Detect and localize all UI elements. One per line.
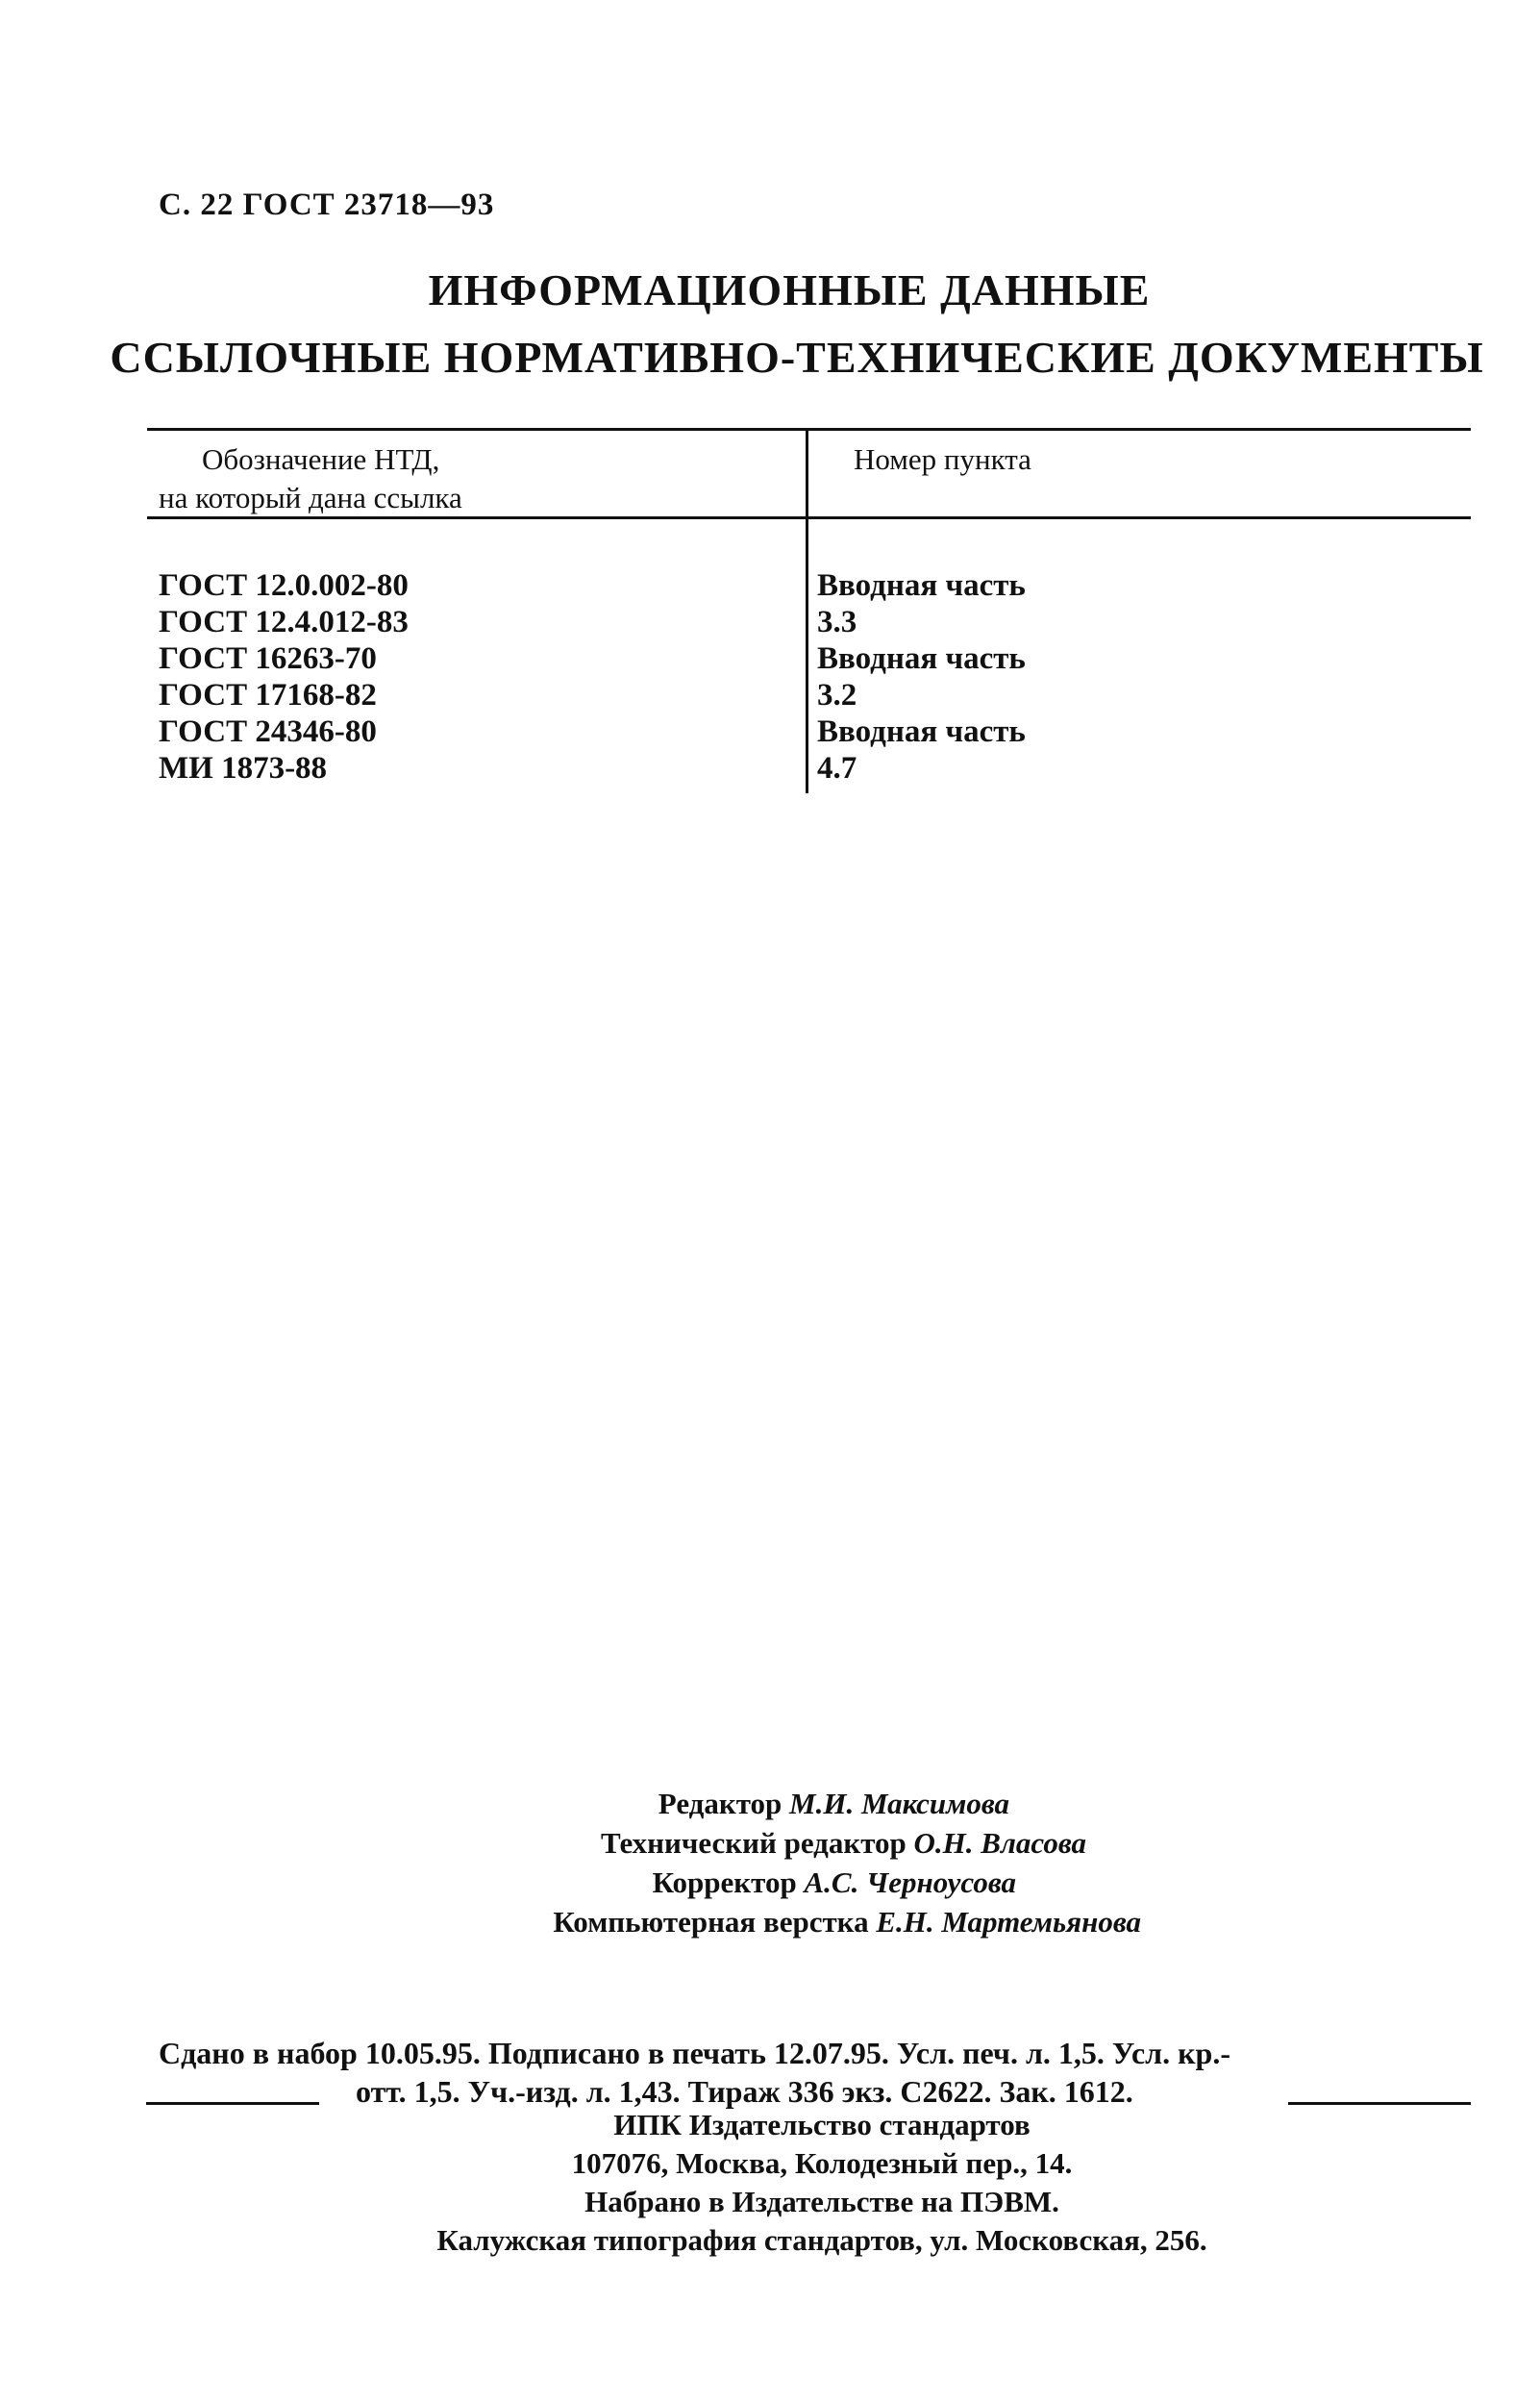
imprint-rule-long bbox=[1288, 2102, 1471, 2105]
table-cell-doc: ГОСТ 12.4.012-83 bbox=[159, 605, 409, 639]
credit-person: О.Н. Власова bbox=[913, 1826, 1086, 1860]
credit-person: Е.Н. Мартемьянова bbox=[876, 1905, 1141, 1939]
imprint-rule-short bbox=[146, 2102, 319, 2105]
credit-role: Технический редактор bbox=[601, 1826, 907, 1860]
title-information-data: ИНФОРМАЦИОННЫЕ ДАННЫЕ bbox=[428, 265, 1151, 314]
credit-editor bbox=[0, 1784, 1009, 1823]
credit-person: А.С. Черноусова bbox=[804, 1865, 1016, 1899]
table-cell-para: Вводная часть bbox=[817, 714, 1026, 749]
referenced-documents-list bbox=[159, 567, 409, 787]
col-header-document-line2: на который дана ссылка bbox=[159, 481, 462, 514]
credit-proofreader bbox=[0, 1863, 1016, 1902]
paragraph-numbers-list bbox=[817, 567, 1026, 787]
table-top-rule bbox=[147, 428, 1471, 431]
table-cell-para: 4.7 bbox=[817, 751, 857, 786]
printer-line3: Набрано в Издательстве на ПЭВМ. bbox=[584, 2185, 1059, 2218]
table-cell-para: Вводная часть bbox=[817, 568, 1026, 603]
col-header-document-line1: Обозначение НТД, bbox=[202, 442, 440, 476]
printer-line2: 107076, Москва, Колодезный пер., 14. bbox=[571, 2146, 1073, 2180]
table-cell-para: Вводная часть bbox=[817, 641, 1026, 676]
printer-line1: ИПК Издательство стандартов bbox=[613, 2108, 1031, 2141]
table-cell-doc: ГОСТ 24346-80 bbox=[159, 714, 377, 749]
credit-tech-editor bbox=[0, 1823, 1086, 1863]
table-cell-doc: ГОСТ 17168-82 bbox=[159, 678, 377, 713]
table-cell-para: 3.3 bbox=[817, 605, 857, 639]
col-header-paragraph: Номер пункта bbox=[854, 442, 1031, 476]
credit-role: Редактор bbox=[658, 1787, 782, 1820]
printer-imprint bbox=[159, 2106, 1485, 2260]
credit-layout bbox=[0, 1902, 1141, 1941]
page-header: С. 22 ГОСТ 23718—93 bbox=[159, 188, 495, 222]
publication-info-line2: отт. 1,5. Уч.-изд. л. 1,43. Тираж 336 экз. С2622. Зак. 1612. bbox=[356, 2074, 1133, 2109]
publication-info-line1: Сдано в набор 10.05.95. Подписано в печать 12.07.95. Усл. печ. л. 1,5. Усл. кр.- bbox=[159, 2036, 1230, 2070]
printer-line4: Калужская типография стандартов, ул. Московская, 256. bbox=[436, 2223, 1207, 2257]
title-reference-documents: ССЫЛОЧНЫЕ НОРМАТИВНО-ТЕХНИЧЕСКИЕ ДОКУМЕНТЫ bbox=[110, 333, 1484, 382]
table-cell-para: 3.2 bbox=[817, 678, 857, 713]
credit-role: Компьютерная верстка bbox=[553, 1905, 869, 1939]
table-column-divider bbox=[806, 430, 808, 793]
credit-person: М.И. Максимова bbox=[789, 1787, 1009, 1820]
table-cell-doc: ГОСТ 12.0.002-80 bbox=[159, 568, 409, 603]
credit-role: Корректор bbox=[652, 1865, 797, 1899]
table-cell-doc: МИ 1873-88 bbox=[159, 751, 328, 786]
editorial-credits bbox=[0, 1784, 1540, 1941]
table-cell-doc: ГОСТ 16263-70 bbox=[159, 641, 377, 676]
col-header-document bbox=[159, 440, 462, 517]
